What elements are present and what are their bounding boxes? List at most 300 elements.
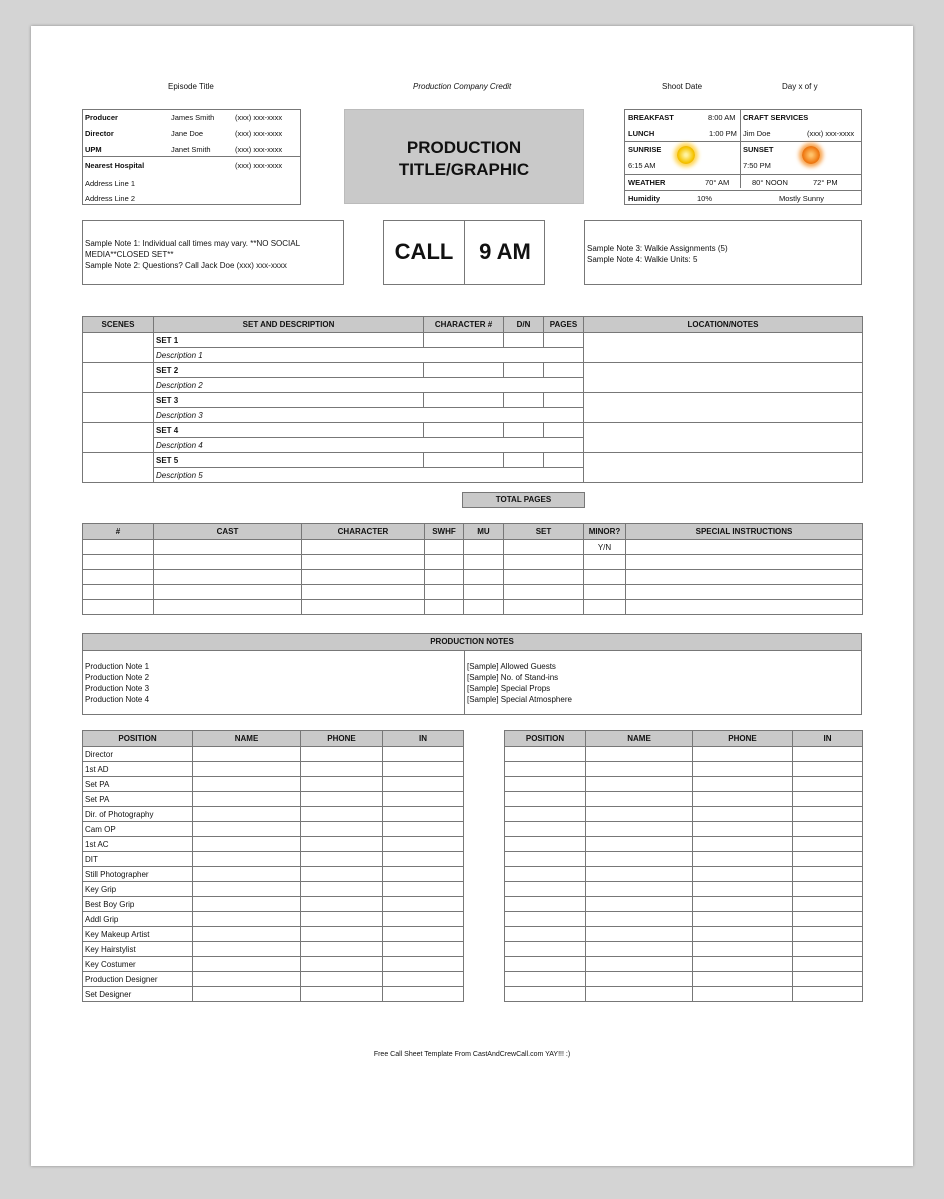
pages-cell (544, 333, 584, 348)
crew-cell (301, 942, 383, 957)
crew-cell (301, 852, 383, 867)
table-row (83, 333, 863, 348)
crew-cell (301, 882, 383, 897)
cast-cell (83, 600, 154, 615)
cast-cell (464, 600, 504, 615)
scenes-header: CHARACTER # (424, 317, 504, 333)
set-name: SET 3 (154, 393, 424, 408)
location-cell (584, 453, 863, 483)
crew-cell (193, 807, 301, 822)
crew-cell (383, 972, 464, 987)
crew-cell (693, 762, 793, 777)
crew-cell (301, 792, 383, 807)
crew-cell (193, 867, 301, 882)
crew-cell (586, 852, 693, 867)
production-note: Production Note 2 (85, 673, 150, 682)
scenes-header: LOCATION/NOTES (584, 317, 863, 333)
contact-role: Director (85, 129, 114, 138)
contact-role: Nearest Hospital (85, 161, 145, 170)
table-row (83, 600, 863, 615)
scene-cell (83, 363, 154, 393)
scenes-header: PAGES (544, 317, 584, 333)
cast-cell (504, 585, 584, 600)
crew-cell (793, 957, 863, 972)
crew-cell (505, 822, 586, 837)
table-row (505, 957, 863, 972)
character-cell (424, 393, 504, 408)
crew-cell (383, 957, 464, 972)
crew-position: Set PA (83, 777, 193, 792)
crew-cell (301, 912, 383, 927)
crew-cell (586, 822, 693, 837)
set-description: Description 3 (154, 408, 584, 423)
crew-cell (586, 882, 693, 897)
cast-header: MINOR? (584, 524, 626, 540)
crew-cell (693, 867, 793, 882)
crew-cell (505, 942, 586, 957)
sunrise-icon (677, 146, 695, 164)
crew-cell (505, 957, 586, 972)
table-row (83, 555, 863, 570)
cast-table (82, 523, 863, 615)
contact-name: James Smith (171, 113, 215, 122)
crew-cell (505, 867, 586, 882)
cast-header: SET (504, 524, 584, 540)
crew-cell (693, 972, 793, 987)
production-note: [Sample] No. of Stand-ins (467, 673, 559, 682)
table-row (83, 927, 464, 942)
scenes-table (82, 316, 863, 483)
crew-position: Director (83, 747, 193, 762)
table-row (83, 585, 863, 600)
table-row (505, 792, 863, 807)
cast-cell (425, 555, 464, 570)
humidity-label: Humidity (628, 194, 661, 203)
sunset-label: SUNSET (743, 145, 774, 154)
production-notes-title: PRODUCTION NOTES (83, 634, 861, 651)
crew-cell (693, 777, 793, 792)
crew-cell (793, 807, 863, 822)
cast-cell (626, 540, 863, 555)
crew-cell (793, 762, 863, 777)
cast-cell (626, 585, 863, 600)
crew-position: 1st AC (83, 837, 193, 852)
crew-cell (383, 792, 464, 807)
crew-cell (693, 837, 793, 852)
crew-cell (383, 987, 464, 1002)
total-pages: TOTAL PAGES (462, 492, 585, 508)
crew-position: Key Hairstylist (83, 942, 193, 957)
table-row (505, 942, 863, 957)
cast-cell (154, 585, 302, 600)
location-cell (584, 333, 863, 363)
table-row (83, 987, 464, 1002)
crew-cell (193, 852, 301, 867)
craft-services-phone: (xxx) xxx-xxxx (807, 129, 855, 138)
episode-title: Episode Title (168, 82, 214, 91)
crew-cell (586, 837, 693, 852)
table-row (83, 897, 464, 912)
crew-table-right (504, 730, 863, 1002)
cast-cell: Y/N (584, 540, 626, 555)
pages-cell (544, 423, 584, 438)
table-row (505, 897, 863, 912)
crew-cell (383, 762, 464, 777)
crew-cell (505, 987, 586, 1002)
cast-cell (584, 570, 626, 585)
contact-name: Jane Doe (171, 129, 204, 138)
address-line-1: Address Line 1 (85, 179, 136, 188)
table-row (83, 807, 464, 822)
crew-cell (793, 882, 863, 897)
table-row (83, 837, 464, 852)
location-cell (584, 393, 863, 423)
crew-cell (301, 822, 383, 837)
set-name: SET 1 (154, 333, 424, 348)
weather-label: WEATHER (628, 178, 666, 187)
cast-cell (302, 540, 425, 555)
crew-table-left (82, 730, 464, 1002)
contact-role: Producer (85, 113, 118, 122)
table-row (505, 837, 863, 852)
crew-cell (793, 972, 863, 987)
cast-cell (154, 570, 302, 585)
cast-cell (154, 600, 302, 615)
table-row (505, 987, 863, 1002)
craft-services-label: CRAFT SERVICES (743, 113, 809, 122)
crew-cell (383, 927, 464, 942)
crew-cell (586, 987, 693, 1002)
table-row (505, 807, 863, 822)
crew-cell (693, 882, 793, 897)
cast-cell (302, 555, 425, 570)
crew-cell (505, 852, 586, 867)
crew-cell (193, 777, 301, 792)
crew-position: Addl Grip (83, 912, 193, 927)
call-sheet-page (31, 26, 913, 1166)
crew-cell (793, 927, 863, 942)
cast-cell (83, 555, 154, 570)
scenes-header: D/N (504, 317, 544, 333)
crew-cell (505, 912, 586, 927)
crew-cell (301, 837, 383, 852)
production-note: Production Note 1 (85, 662, 150, 671)
call-time: 9 AM (479, 239, 531, 264)
crew-cell (193, 927, 301, 942)
crew-cell (383, 852, 464, 867)
table-row (83, 762, 464, 777)
crew-cell (301, 777, 383, 792)
crew-cell (193, 942, 301, 957)
crew-header: NAME (586, 731, 693, 747)
cast-cell (504, 600, 584, 615)
crew-header: PHONE (693, 731, 793, 747)
crew-cell (505, 927, 586, 942)
crew-cell (793, 792, 863, 807)
table-row (83, 540, 863, 555)
crew-cell (383, 912, 464, 927)
crew-cell (301, 897, 383, 912)
cast-cell (504, 540, 584, 555)
crew-header: NAME (193, 731, 301, 747)
crew-cell (793, 912, 863, 927)
crew-cell (693, 942, 793, 957)
table-row (83, 852, 464, 867)
crew-cell (693, 912, 793, 927)
crew-cell (193, 897, 301, 912)
humidity-value: 10% (697, 194, 713, 203)
production-title-line-2: TITLE/GRAPHIC (398, 160, 530, 179)
crew-cell (383, 747, 464, 762)
sunset-icon (802, 146, 820, 164)
production-note: [Sample] Special Atmosphere (467, 695, 572, 704)
crew-cell (193, 957, 301, 972)
lunch-time: 1:00 PM (709, 129, 737, 138)
crew-cell (383, 867, 464, 882)
cast-header: MU (464, 524, 504, 540)
crew-cell (693, 807, 793, 822)
production-note: [Sample] Allowed Guests (467, 662, 556, 671)
contact-phone: (xxx) xxx-xxxx (235, 145, 283, 154)
breakfast-time: 8:00 AM (708, 113, 736, 122)
table-row (83, 747, 464, 762)
cast-cell (626, 570, 863, 585)
set-name: SET 2 (154, 363, 424, 378)
weather-pm: 72° PM (813, 178, 838, 187)
production-note: Production Note 4 (85, 695, 150, 704)
breakfast-label: BREAKFAST (628, 113, 674, 122)
crew-cell (793, 777, 863, 792)
crew-cell (505, 807, 586, 822)
set-description: Description 2 (154, 378, 584, 393)
crew-cell (586, 792, 693, 807)
cast-cell (302, 585, 425, 600)
weather-am: 70° AM (705, 178, 730, 187)
crew-cell (586, 927, 693, 942)
dn-cell (504, 423, 544, 438)
footer: Free Call Sheet Template From CastAndCrewCall.com YAY!!! :) (373, 1051, 571, 1058)
crew-cell (301, 957, 383, 972)
cast-cell (425, 585, 464, 600)
crew-cell (301, 747, 383, 762)
character-cell (424, 363, 504, 378)
crew-cell (586, 762, 693, 777)
table-row (505, 777, 863, 792)
crew-cell (586, 912, 693, 927)
crew-cell (505, 972, 586, 987)
crew-cell (586, 867, 693, 882)
crew-cell (301, 867, 383, 882)
contact-role: UPM (85, 145, 102, 154)
crew-cell (586, 747, 693, 762)
scene-cell (83, 423, 154, 453)
sunset-time: 7:50 PM (743, 161, 771, 170)
crew-position: DIT (83, 852, 193, 867)
cast-cell (504, 555, 584, 570)
crew-cell (383, 837, 464, 852)
location-cell (584, 363, 863, 393)
crew-cell (693, 747, 793, 762)
table-row (83, 822, 464, 837)
crew-cell (693, 927, 793, 942)
crew-cell (193, 972, 301, 987)
shoot-date: Shoot Date (662, 82, 703, 91)
scene-cell (83, 333, 154, 363)
crew-cell (586, 777, 693, 792)
set-description: Description 5 (154, 468, 584, 483)
table-row (83, 867, 464, 882)
crew-cell (301, 762, 383, 777)
lunch-label: LUNCH (628, 129, 655, 138)
crew-cell (586, 957, 693, 972)
table-row (83, 792, 464, 807)
craft-services-name: Jim Doe (743, 129, 771, 138)
table-row (83, 777, 464, 792)
cast-cell (464, 570, 504, 585)
crew-cell (793, 987, 863, 1002)
character-cell (424, 453, 504, 468)
crew-cell (793, 942, 863, 957)
table-row (505, 747, 863, 762)
cast-cell (425, 570, 464, 585)
cast-header: CHARACTER (302, 524, 425, 540)
crew-cell (693, 852, 793, 867)
crew-header: POSITION (505, 731, 586, 747)
cast-cell (83, 585, 154, 600)
crew-header: PHONE (301, 731, 383, 747)
set-name: SET 5 (154, 453, 424, 468)
crew-cell (383, 882, 464, 897)
table-row (505, 762, 863, 777)
crew-cell (505, 762, 586, 777)
contact-phone: (xxx) xxx-xxxx (235, 161, 283, 170)
cast-cell (464, 555, 504, 570)
cast-cell (83, 570, 154, 585)
crew-cell (505, 792, 586, 807)
crew-cell (793, 747, 863, 762)
dn-cell (504, 393, 544, 408)
note-1-cont: MEDIA**CLOSED SET** (85, 250, 174, 259)
address-line-2: Address Line 2 (85, 194, 136, 203)
crew-cell (586, 897, 693, 912)
crew-cell (301, 987, 383, 1002)
crew-cell (383, 807, 464, 822)
crew-cell (383, 777, 464, 792)
crew-cell (793, 852, 863, 867)
character-cell (424, 333, 504, 348)
table-row (83, 957, 464, 972)
table-row (83, 912, 464, 927)
sunrise-time: 6:15 AM (628, 161, 656, 170)
table-row (505, 972, 863, 987)
cast-cell (584, 555, 626, 570)
crew-position: Production Designer (83, 972, 193, 987)
crew-cell (301, 807, 383, 822)
crew-position: Key Grip (83, 882, 193, 897)
cast-header: # (83, 524, 154, 540)
crew-cell (193, 762, 301, 777)
dn-cell (504, 363, 544, 378)
cast-cell (302, 570, 425, 585)
crew-cell (505, 747, 586, 762)
crew-cell (693, 822, 793, 837)
production-note: [Sample] Special Props (467, 684, 551, 693)
crew-cell (505, 837, 586, 852)
scenes-header: SET AND DESCRIPTION (154, 317, 424, 333)
weather-noon: 80° NOON (752, 178, 788, 187)
crew-cell (693, 987, 793, 1002)
crew-cell (505, 897, 586, 912)
cast-header: SPECIAL INSTRUCTIONS (626, 524, 863, 540)
table-row (83, 570, 863, 585)
notes-right-box (584, 220, 862, 285)
note-4: Sample Note 4: Walkie Units: 5 (587, 255, 698, 264)
crew-cell (693, 957, 793, 972)
crew-position: Set Designer (83, 987, 193, 1002)
crew-cell (505, 777, 586, 792)
crew-position: 1st AD (83, 762, 193, 777)
crew-cell (693, 897, 793, 912)
note-1: Sample Note 1: Individual call times may vary. **NO SOCIAL (85, 239, 301, 248)
notes-left-box (82, 220, 344, 285)
dn-cell (504, 453, 544, 468)
crew-cell (383, 942, 464, 957)
crew-cell (193, 792, 301, 807)
production-title-line-1: PRODUCTION (406, 138, 522, 157)
cast-cell (464, 540, 504, 555)
dn-cell (504, 333, 544, 348)
crew-cell (586, 807, 693, 822)
crew-cell (505, 882, 586, 897)
cast-cell (425, 600, 464, 615)
conditions: Mostly Sunny (779, 194, 825, 203)
contact-phone: (xxx) xxx-xxxx (235, 129, 283, 138)
crew-header: IN (793, 731, 863, 747)
table-row (83, 453, 863, 468)
table-row (505, 882, 863, 897)
note-3: Sample Note 3: Walkie Assignments (5) (587, 244, 728, 253)
production-title-box (344, 109, 584, 204)
day-of: Day x of y (782, 82, 818, 91)
cast-cell (464, 585, 504, 600)
scene-cell (83, 393, 154, 423)
scene-cell (83, 453, 154, 483)
scenes-header: SCENES (83, 317, 154, 333)
crew-cell (586, 972, 693, 987)
contact-phone: (xxx) xxx-xxxx (235, 113, 283, 122)
crew-header: IN (383, 731, 464, 747)
table-row (83, 882, 464, 897)
crew-cell (193, 987, 301, 1002)
table-row (505, 927, 863, 942)
cast-cell (154, 540, 302, 555)
table-row (83, 363, 863, 378)
crew-cell (586, 942, 693, 957)
cast-cell (425, 540, 464, 555)
table-row (83, 942, 464, 957)
pages-cell (544, 453, 584, 468)
crew-cell (793, 822, 863, 837)
table-row (83, 972, 464, 987)
schedule-box (624, 109, 862, 205)
contact-name: Janet Smith (171, 145, 211, 154)
table-row (505, 912, 863, 927)
cast-cell (83, 540, 154, 555)
crew-cell (383, 897, 464, 912)
cast-cell (626, 555, 863, 570)
contacts-box (82, 109, 301, 205)
crew-header: POSITION (83, 731, 193, 747)
